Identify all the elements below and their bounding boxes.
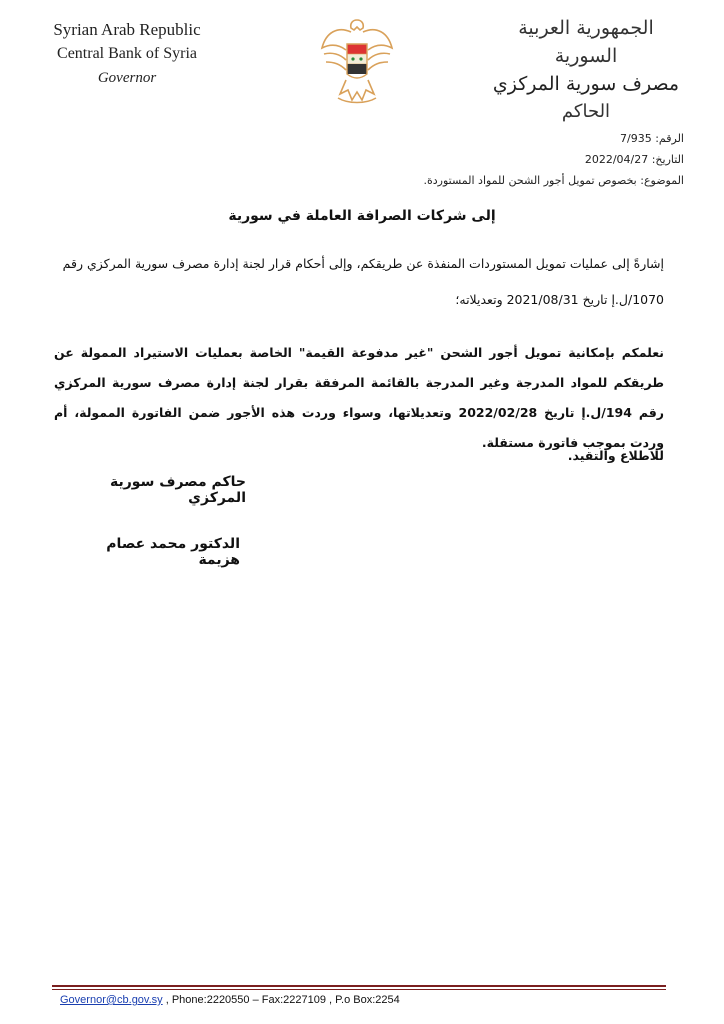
letter-subject: الموضوع: بخصوص تمويل أجور الشحن للمواد المستوردة.	[423, 174, 684, 187]
header-bank-ar: مصرف سورية المركزي	[492, 73, 680, 95]
paragraph-1-line-2: 1070/ل.إ تاريخ 2021/08/31 وتعديلاته؛	[455, 292, 664, 307]
closing-line: للاطلاع والتقيد.	[567, 448, 664, 463]
header-office-ar: الحاكم	[561, 101, 611, 122]
reference-number: الرقم: 7/935	[620, 132, 684, 145]
letter-date: التاريخ: 2022/04/27	[584, 153, 684, 166]
footer-contact	[60, 994, 400, 1006]
addressee: إلى شركات الصرافة العاملة في سورية	[228, 208, 496, 224]
header-office-en: Governor	[97, 70, 157, 86]
footer-divider	[52, 985, 666, 987]
english-letterhead	[42, 18, 212, 90]
paragraph-2: نعلمكم بإمكانية تمويل أجور الشحن "غير مدفوعة القيمة" الخاصة بعمليات الاستيراد الممولة عن طريقكم للمواد المدرجة وغير المدرجة بالقائمة المرفقة بقرار لجنة إدارة مصرف سورية المركزي رقم 194/ل.إ تاريخ 2022/02/28 وتعديلاتها، وسواء وردت هذه الأجور ضمن الفاتورة الممولة، أم وردت بموجب فاتورة مستقلة.	[54, 345, 665, 450]
eagle-emblem-icon	[318, 14, 396, 106]
arabic-letterhead	[486, 14, 686, 126]
footer-divider-thin	[52, 989, 666, 990]
header-country-ar: الجمهورية العربية السورية	[518, 17, 654, 67]
header-bank-en: Central Bank of Syria	[57, 45, 197, 62]
footer-contact-details: , Phone:2220550 – Fax:2227109 , P.o Box:2254	[162, 994, 400, 1006]
footer-email-link[interactable]: Governor@cb.gov.sy	[60, 994, 163, 1006]
signatory-title: حاكم مصرف سورية المركزي	[109, 474, 246, 506]
header-country-en: Syrian Arab Republic	[53, 20, 201, 39]
signatory-name: الدكتور محمد عصام هزيمة	[106, 536, 240, 568]
paragraph-1-line-1: إشارةً إلى عمليات تمويل المستوردات المنفذة عن طريقكم، وإلى أحكام قرار لجنة إدارة مصرف سورية المركزي رقم	[62, 256, 664, 271]
